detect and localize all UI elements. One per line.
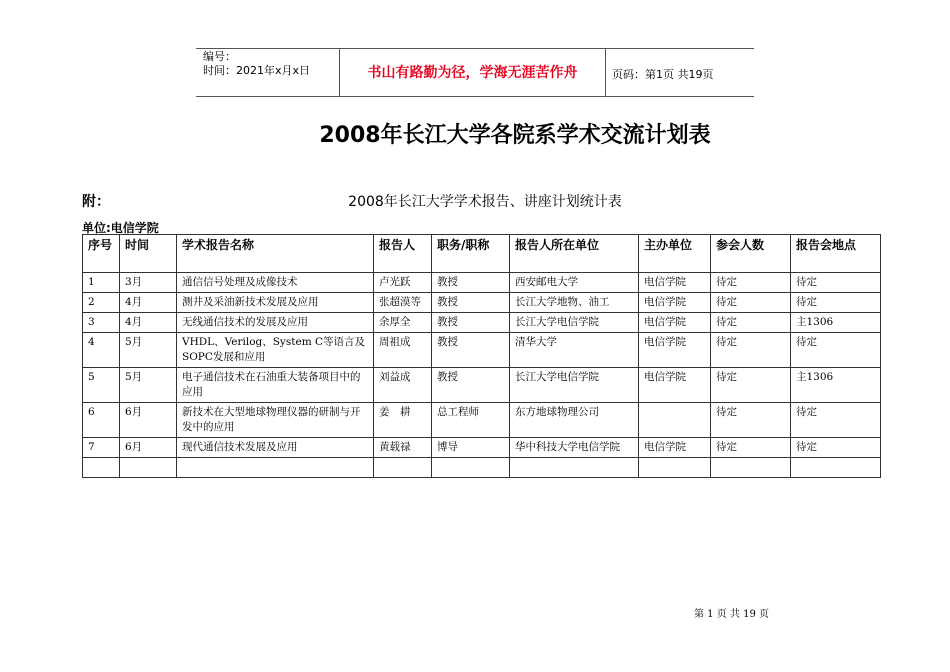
cell-host: 电信学院 <box>639 273 711 293</box>
col-header-venue: 报告会地点 <box>791 235 881 273</box>
col-header-time: 时间 <box>120 235 177 273</box>
cell-topic: 电子通信技术在石油重大装备项目中的应用 <box>177 368 374 403</box>
cell-time: 5月 <box>120 333 177 368</box>
cell-time: 6月 <box>120 403 177 438</box>
cell-host: 电信学院 <box>639 368 711 403</box>
cell-speaker: 余厚全 <box>374 313 432 333</box>
cell-title: 教授 <box>432 313 510 333</box>
cell-topic <box>177 458 374 478</box>
motto-text: 书山有路勤为径，学海无涯苦作舟 <box>367 65 578 81</box>
cell-speaker: 刘益成 <box>374 368 432 403</box>
cell-title: 总工程师 <box>432 403 510 438</box>
col-header-topic: 学术报告名称 <box>177 235 374 273</box>
cell-speaker: 周祖成 <box>374 333 432 368</box>
cell-attendees: 待定 <box>711 333 791 368</box>
cell-speaker: 卢光跃 <box>374 273 432 293</box>
cell-venue: 待定 <box>791 403 881 438</box>
cell-index: 4 <box>83 333 120 368</box>
lecture-plan-table <box>82 234 881 478</box>
cell-attendees: 待定 <box>711 368 791 403</box>
table-row <box>83 293 881 313</box>
cell-host: 电信学院 <box>639 438 711 458</box>
cell-attendees: 待定 <box>711 313 791 333</box>
cell-index: 3 <box>83 313 120 333</box>
cell-affiliation <box>510 458 639 478</box>
table-row <box>83 403 881 438</box>
cell-affiliation: 长江大学电信学院 <box>510 313 639 333</box>
cell-title: 教授 <box>432 333 510 368</box>
col-header-index: 序号 <box>83 235 120 273</box>
cell-topic: 现代通信技术发展及应用 <box>177 438 374 458</box>
cell-time: 5月 <box>120 368 177 403</box>
cell-time <box>120 458 177 478</box>
cell-venue: 主1306 <box>791 368 881 403</box>
cell-time: 6月 <box>120 438 177 458</box>
table-row <box>83 438 881 458</box>
cell-attendees: 待定 <box>711 273 791 293</box>
col-header-host: 主办单位 <box>639 235 711 273</box>
header-left-block <box>203 50 310 78</box>
cell-topic: 测井及采油新技术发展及应用 <box>177 293 374 313</box>
cell-venue <box>791 458 881 478</box>
cell-attendees: 待定 <box>711 438 791 458</box>
table-row <box>83 273 881 293</box>
cell-affiliation: 华中科技大学电信学院 <box>510 438 639 458</box>
cell-affiliation: 长江大学地物、油工 <box>510 293 639 313</box>
cell-index: 6 <box>83 403 120 438</box>
time-label: 时间：2021年x月x日 <box>203 64 311 77</box>
cell-title <box>432 458 510 478</box>
cell-venue: 待定 <box>791 438 881 458</box>
cell-venue: 主1306 <box>791 313 881 333</box>
table-subtitle <box>0 191 950 211</box>
cell-time: 4月 <box>120 293 177 313</box>
cell-venue: 待定 <box>791 293 881 313</box>
cell-title: 教授 <box>432 293 510 313</box>
cell-host: 电信学院 <box>639 313 711 333</box>
cell-speaker <box>374 458 432 478</box>
cell-affiliation: 东方地球物理公司 <box>510 403 639 438</box>
cell-time: 4月 <box>120 313 177 333</box>
header-bottom-rule <box>196 96 754 97</box>
cell-host <box>639 458 711 478</box>
table-row <box>83 458 881 478</box>
page-title <box>0 118 950 149</box>
col-header-affiliation: 报告人所在单位 <box>510 235 639 273</box>
cell-attendees <box>711 458 791 478</box>
cell-host: 电信学院 <box>639 333 711 368</box>
cell-topic: VHDL、Verilog、System C等语言及SOPC发展和应用 <box>177 333 374 368</box>
motto-box <box>339 48 606 96</box>
cell-speaker: 黄载禄 <box>374 438 432 458</box>
cell-topic: 新技术在大型地球物理仪器的研制与开发中的应用 <box>177 403 374 438</box>
col-header-title: 职务/职称 <box>432 235 510 273</box>
page-title-text: 2008年长江大学各院系学术交流计划表 <box>319 123 711 148</box>
cell-affiliation: 西安邮电大学 <box>510 273 639 293</box>
col-header-speaker: 报告人 <box>374 235 432 273</box>
cell-index <box>83 458 120 478</box>
cell-affiliation: 长江大学电信学院 <box>510 368 639 403</box>
page-footer: 第 1 页 共 19 页 <box>694 609 769 620</box>
cell-host: 电信学院 <box>639 293 711 313</box>
col-header-attendees: 参会人数 <box>711 235 791 273</box>
cell-affiliation: 清华大学 <box>510 333 639 368</box>
number-label: 编号： <box>203 50 236 63</box>
cell-venue: 待定 <box>791 333 881 368</box>
cell-speaker: 张超漠等 <box>374 293 432 313</box>
cell-attendees: 待定 <box>711 403 791 438</box>
cell-index: 5 <box>83 368 120 403</box>
table-subtitle-text: 2008年长江大学学术报告、讲座计划统计表 <box>348 194 622 210</box>
cell-speaker: 姜 耕 <box>374 403 432 438</box>
appendix-label: 附： <box>82 194 110 210</box>
cell-index: 1 <box>83 273 120 293</box>
table-row <box>83 368 881 403</box>
cell-index: 7 <box>83 438 120 458</box>
cell-attendees: 待定 <box>711 293 791 313</box>
table-row <box>83 333 881 368</box>
unit-label: 单位:电信学院 <box>82 221 159 235</box>
cell-topic: 无线通信技术的发展及应用 <box>177 313 374 333</box>
cell-title: 教授 <box>432 273 510 293</box>
page-info: 页码：第1页 共19页 <box>612 68 714 81</box>
cell-index: 2 <box>83 293 120 313</box>
cell-host <box>639 403 711 438</box>
cell-topic: 通信信号处理及成像技术 <box>177 273 374 293</box>
table-header-row <box>83 235 881 273</box>
table-row <box>83 313 881 333</box>
cell-title: 博导 <box>432 438 510 458</box>
cell-time: 3月 <box>120 273 177 293</box>
cell-venue: 待定 <box>791 273 881 293</box>
cell-title: 教授 <box>432 368 510 403</box>
